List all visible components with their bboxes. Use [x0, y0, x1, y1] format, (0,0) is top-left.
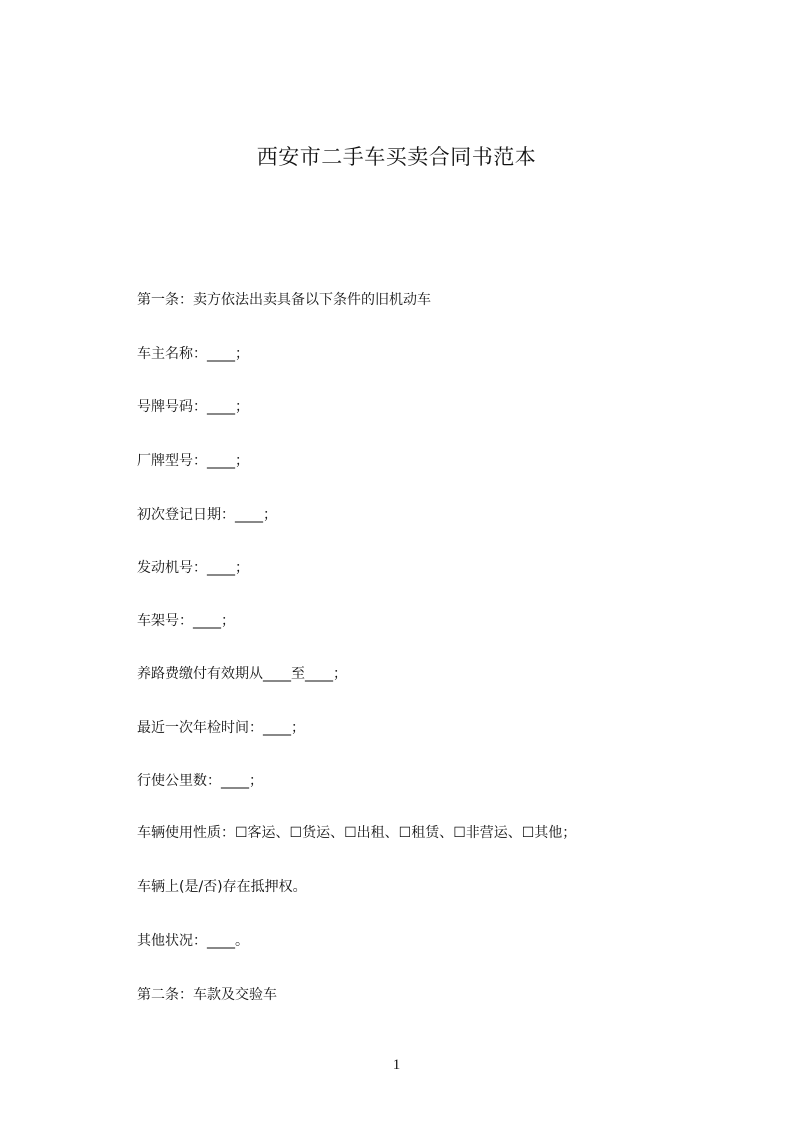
page-number: 1	[392, 1057, 401, 1073]
first-registration-date-line: 初次登记日期：____；	[137, 507, 277, 523]
mortgage-line: 车辆上(是/否)存在抵押权。	[137, 879, 307, 895]
owner-name-line: 车主名称：____；	[137, 346, 249, 362]
engine-number-line: 发动机号：____；	[137, 560, 249, 576]
clause-2-heading: 第二条：车款及交验车	[137, 987, 277, 1003]
other-conditions-line: 其他状况：____。	[137, 933, 249, 949]
document-title: 西安市二手车买卖合同书范本	[256, 145, 537, 169]
frame-number-line: 车架号：____；	[137, 613, 235, 629]
annual-inspection-line: 最近一次年检时间：____；	[137, 720, 305, 736]
clause-1-heading: 第一条：卖方依法出卖具备以下条件的旧机动车	[137, 292, 431, 308]
vehicle-usage-line: 车辆使用性质：☐客运、☐货运、☐出租、☐租赁、☐非营运、☐其他；	[137, 825, 577, 841]
road-fee-validity-line: 养路费缴付有效期从____至____；	[137, 666, 347, 682]
plate-number-line: 号牌号码：____；	[137, 399, 249, 415]
brand-model-line: 厂牌型号：____；	[137, 453, 249, 469]
mileage-line: 行使公里数：____；	[137, 773, 263, 789]
